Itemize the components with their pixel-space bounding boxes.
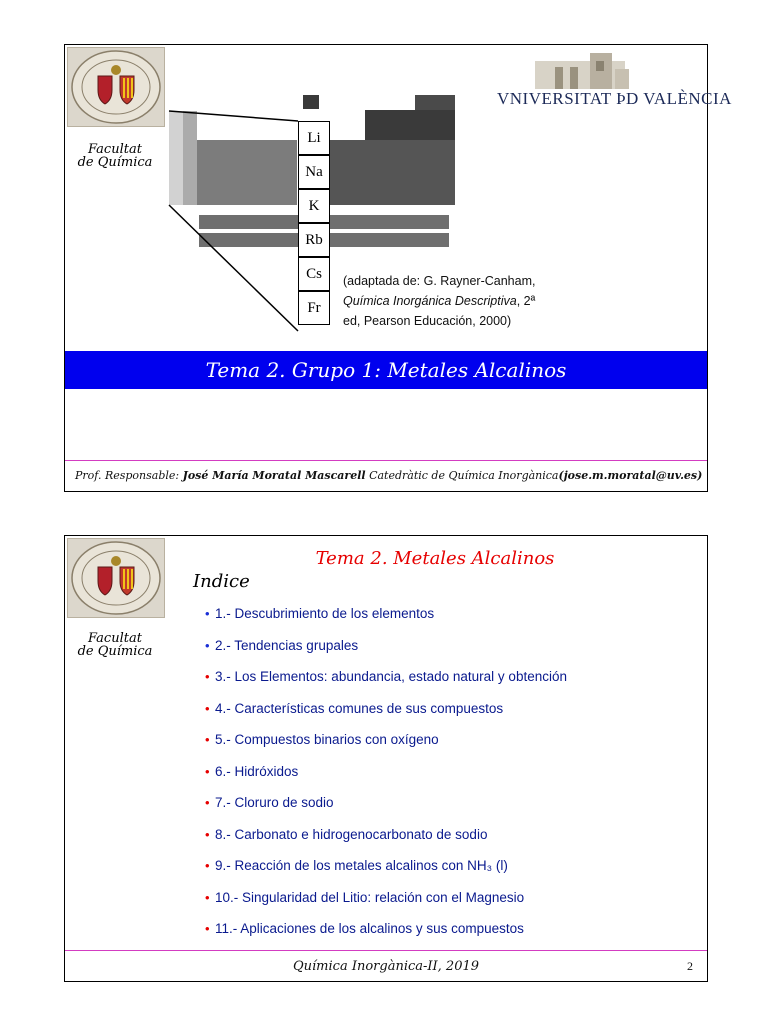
toc-item (205, 732, 705, 764)
bullet-icon: • (205, 606, 210, 621)
footer-credits (75, 469, 703, 482)
citation-line-2 (343, 291, 563, 311)
university-seal-icon (67, 538, 165, 618)
element-rb: Rb (298, 223, 330, 257)
element-k: K (298, 189, 330, 223)
university-building-icon (495, 51, 707, 91)
footer-course: Química Inorgànica-II, 2019 (292, 959, 480, 974)
slide-title (64, 44, 732, 492)
bullet-icon: • (205, 700, 210, 716)
toc-item (205, 827, 705, 859)
footer-email: (jose.m.moratal@uv.es) (558, 469, 703, 482)
toc-item (205, 669, 705, 701)
faculty-name (67, 143, 163, 169)
faculty-line-1: Facultat (88, 631, 142, 646)
toc-item-text: 6.- Hidróxidos (215, 763, 299, 779)
element-cs: Cs (298, 257, 330, 291)
faculty-name (67, 632, 163, 658)
page-number: 2 (687, 959, 693, 973)
university-seal-icon (67, 47, 165, 127)
element-fr: Fr (298, 291, 330, 325)
faculty-line-2: de Química (77, 644, 153, 659)
toc-item-text: 9.- Reacción de los metales alcalinos con NH₃ (l) (215, 858, 508, 873)
toc-item-text: 11.- Aplicaciones de los alcalinos y sus compuestos (215, 921, 524, 936)
bullet-icon: • (205, 669, 210, 684)
bullet-icon: • (205, 889, 210, 905)
toc-item (205, 795, 705, 827)
citation-line-3: ed, Pearson Educación, 2000) (343, 314, 512, 328)
index-heading: Indice (193, 571, 250, 592)
toc-item-text: 2.- Tendencias grupales (215, 637, 359, 653)
toc-item (205, 638, 705, 670)
bullet-icon: • (205, 637, 210, 653)
toc-item (205, 890, 705, 922)
bullet-icon: • (205, 826, 210, 842)
citation-book-title: Química Inorgánica Descriptiva (343, 294, 517, 308)
bullet-icon: • (205, 921, 210, 936)
element-na: Na (298, 155, 330, 189)
citation (343, 271, 563, 331)
periodic-table-graphic (165, 85, 505, 285)
footer-professor: José María Moratal Mascarell (182, 469, 366, 482)
toc-item (205, 701, 705, 733)
toc-item-text: 3.- Los Elementos: abundancia, estado natural y obtención (215, 669, 567, 684)
table-of-contents (205, 606, 705, 953)
citation-line-1: (adaptada de: G. Rayner-Canham, (343, 274, 536, 288)
toc-item (205, 606, 705, 638)
bullet-icon: • (205, 732, 210, 747)
slide-title: Tema 2. Metales Alcalinos (315, 548, 555, 569)
footer-divider (65, 950, 707, 951)
bullet-icon: • (205, 858, 210, 873)
faculty-line-2: de Química (77, 155, 153, 170)
toc-item-text: 1.- Descubrimiento de los elementos (215, 606, 435, 621)
toc-item-text: 8.- Carbonato e hidrogenocarbonato de sodio (215, 826, 488, 842)
footer-label: Prof. Responsable: (75, 469, 180, 482)
element-li: Li (298, 121, 330, 155)
toc-item (205, 921, 705, 953)
footer-role: Catedràtic de Química Inorgànica (369, 469, 559, 482)
toc-item-text: 7.- Cloruro de sodio (215, 795, 334, 810)
toc-item (205, 764, 705, 796)
slide-title-bar: Tema 2. Grupo 1: Metales Alcalinos (65, 351, 707, 389)
university-name: VNIVERSITAT ÞD VALÈNCIA (497, 89, 732, 108)
toc-item-text: 10.- Singularidad del Litio: relación con el Magnesio (215, 889, 525, 905)
footer-divider (65, 460, 707, 461)
toc-item (205, 858, 705, 890)
university-logo (495, 51, 732, 113)
toc-item-text: 4.- Características comunes de sus compuestos (215, 700, 504, 716)
faculty-line-1: Facultat (88, 142, 142, 157)
slide-index (64, 535, 708, 982)
bullet-icon: • (205, 763, 210, 779)
toc-item-text: 5.- Compuestos binarios con oxígeno (215, 732, 439, 747)
alkali-elements-column (298, 121, 330, 325)
bullet-icon: • (205, 795, 210, 810)
citation-edition: , 2ª (516, 294, 536, 308)
